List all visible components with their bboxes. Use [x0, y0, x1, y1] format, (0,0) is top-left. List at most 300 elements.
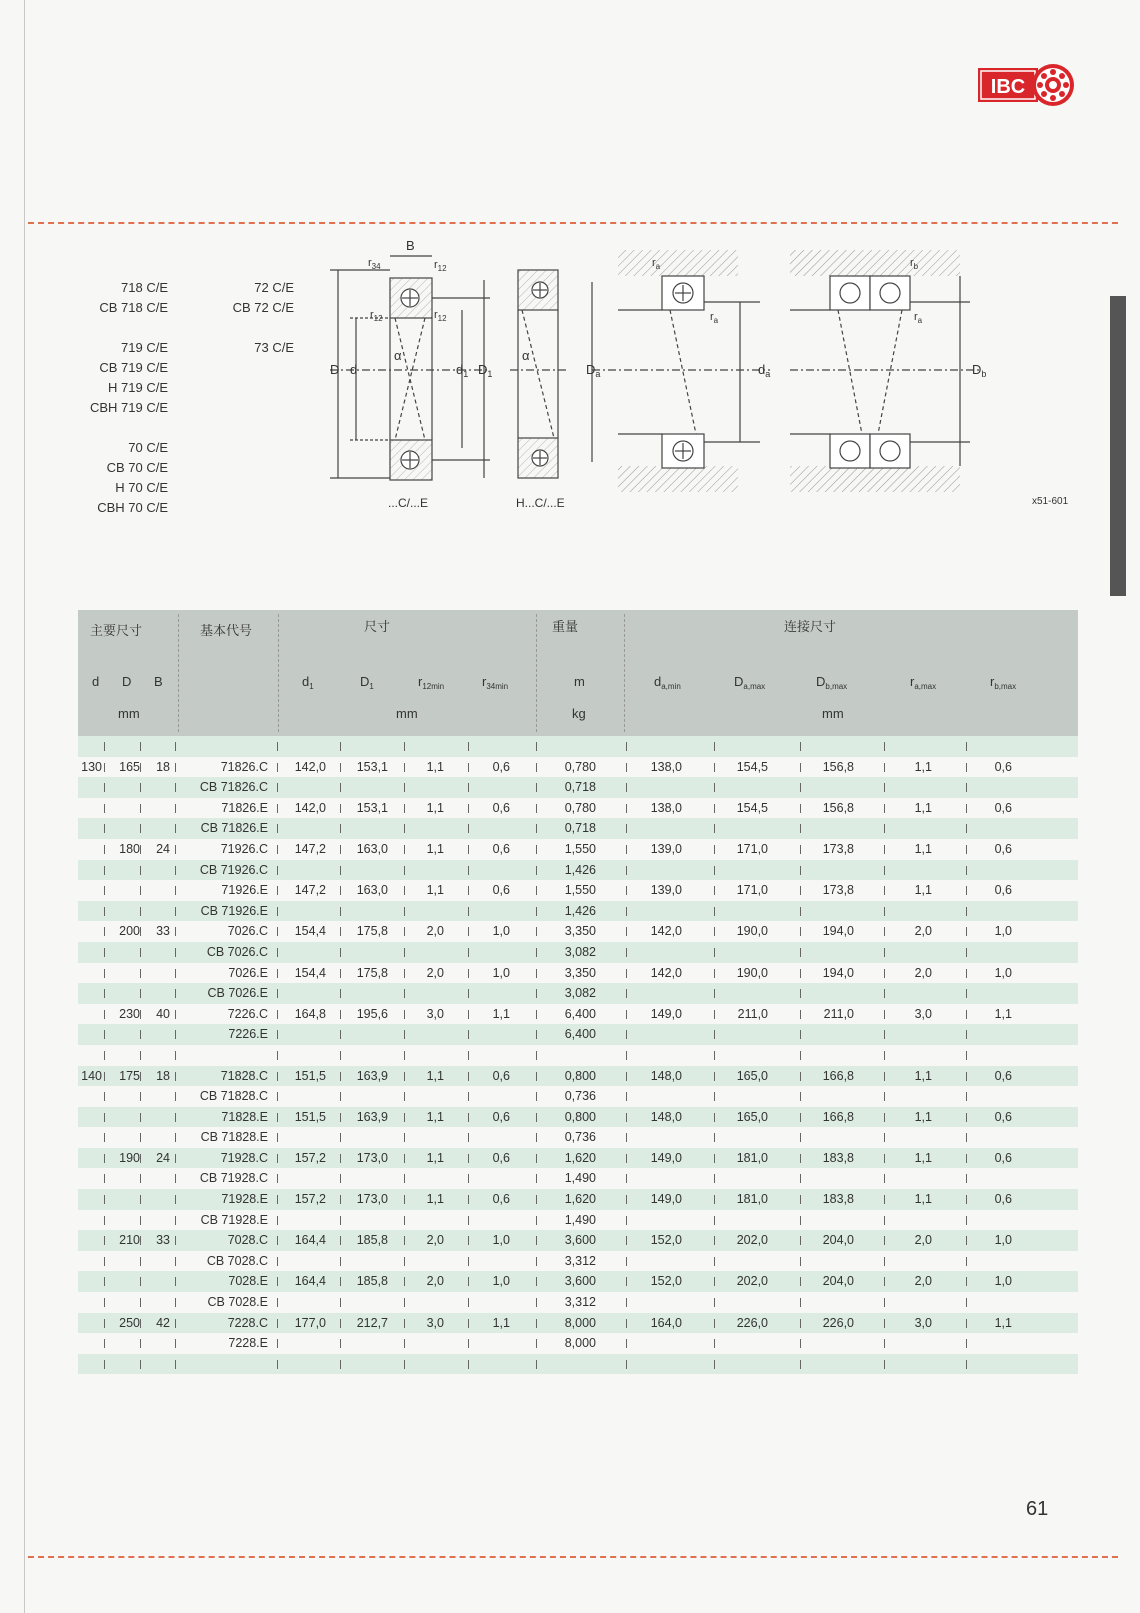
label-d: d — [350, 362, 358, 377]
column-tick — [277, 907, 278, 916]
table-cell: 200 — [119, 924, 140, 939]
column-tick — [884, 845, 885, 854]
table-cell: 0,6 — [994, 841, 1012, 856]
table-cell: 164,4 — [294, 1274, 326, 1289]
column-tick — [884, 804, 885, 813]
column-tick — [104, 1174, 105, 1183]
column-tick — [714, 989, 715, 998]
column-tick — [800, 1154, 801, 1163]
column-tick — [468, 1298, 469, 1307]
column-tick — [966, 1092, 967, 1101]
column-tick — [104, 804, 105, 813]
table-cell: 1,1 — [914, 800, 932, 815]
column-tick — [800, 1072, 801, 1081]
table-cell: 0,6 — [994, 1068, 1012, 1083]
column-tick — [714, 927, 715, 936]
label-da: d — [758, 362, 766, 377]
table-cell: 190,0 — [736, 924, 768, 939]
table-row — [78, 1127, 1078, 1148]
column-tick — [468, 845, 469, 854]
label-Db-sub: b — [981, 369, 987, 379]
column-tick — [626, 1154, 627, 1163]
column-tick — [800, 804, 801, 813]
header-Db: $D_{b,max}$ — [816, 674, 848, 691]
table-row — [78, 757, 1078, 778]
column-tick — [104, 1298, 105, 1307]
column-tick — [175, 927, 176, 936]
table-row — [78, 983, 1078, 1004]
column-tick — [800, 1174, 801, 1183]
column-tick — [966, 1072, 967, 1081]
column-tick — [626, 845, 627, 854]
series-list-right — [204, 278, 294, 358]
column-tick — [140, 824, 141, 833]
table-cell: 183,8 — [822, 1192, 854, 1207]
table-cell: 33 — [156, 1233, 170, 1248]
column-tick — [884, 1216, 885, 1225]
table-cell: 1,0 — [994, 1233, 1012, 1248]
column-tick — [884, 1010, 885, 1019]
table-cell: 0,800 — [564, 1068, 596, 1083]
table-cell: 151,5 — [294, 1109, 326, 1124]
table-cell: 149,0 — [650, 1192, 682, 1207]
column-tick — [884, 1339, 885, 1348]
table-row — [78, 1107, 1078, 1128]
table-row — [78, 880, 1078, 901]
table-cell: 0,6 — [492, 800, 510, 815]
column-tick — [884, 907, 885, 916]
column-tick — [175, 886, 176, 895]
column-tick — [104, 969, 105, 978]
table-cell: 173,0 — [356, 1192, 388, 1207]
column-tick — [140, 866, 141, 875]
column-tick — [340, 1030, 341, 1039]
column-tick — [468, 886, 469, 895]
column-tick — [626, 1360, 627, 1369]
column-tick — [104, 1277, 105, 1286]
label-alpha-2: α — [522, 348, 530, 363]
column-tick — [536, 1174, 537, 1183]
column-tick — [800, 1216, 801, 1225]
table-cell: 7028.E — [228, 1274, 268, 1289]
column-tick — [468, 927, 469, 936]
column-tick — [884, 1154, 885, 1163]
table-cell: 1,0 — [492, 1233, 510, 1248]
column-tick — [626, 927, 627, 936]
column-tick — [277, 948, 278, 957]
label-r12-sub: 12 — [437, 264, 447, 273]
column-tick — [175, 1092, 176, 1101]
column-tick — [104, 866, 105, 875]
column-tick — [626, 969, 627, 978]
column-tick — [277, 1257, 278, 1266]
column-tick — [800, 989, 801, 998]
column-tick — [626, 804, 627, 813]
column-tick — [536, 989, 537, 998]
column-tick — [626, 866, 627, 875]
column-tick — [140, 1030, 141, 1039]
table-cell: 1,1 — [426, 883, 444, 898]
table-cell: 1,0 — [994, 1274, 1012, 1289]
bearing-section-drawing — [330, 240, 1070, 530]
column-tick — [800, 1133, 801, 1142]
column-tick — [468, 1174, 469, 1183]
label-ra-2-sub: a — [713, 316, 719, 325]
column-tick — [800, 1339, 801, 1348]
column-tick — [404, 783, 405, 792]
column-tick — [626, 1195, 627, 1204]
series-item — [74, 418, 168, 438]
label-alpha: α — [394, 348, 402, 363]
column-tick — [404, 1257, 405, 1266]
table-cell: 211,0 — [823, 1006, 854, 1021]
column-tick — [536, 1298, 537, 1307]
column-tick — [140, 948, 141, 957]
table-cell: 1,1 — [426, 1109, 444, 1124]
column-tick — [966, 742, 967, 751]
series-item — [204, 318, 294, 338]
column-tick — [884, 886, 885, 895]
table-cell: 0,718 — [564, 780, 596, 795]
table-row — [78, 1333, 1078, 1354]
column-tick — [626, 1319, 627, 1328]
column-tick — [626, 1133, 627, 1142]
column-tick — [966, 927, 967, 936]
column-tick — [140, 1092, 141, 1101]
caption-h-c-e: H...C/...E — [516, 496, 565, 510]
table-cell: 164,0 — [650, 1315, 682, 1330]
column-tick — [800, 927, 801, 936]
column-tick — [277, 1339, 278, 1348]
column-tick — [104, 1195, 105, 1204]
table-cell: 177,0 — [294, 1315, 326, 1330]
table-row — [78, 1024, 1078, 1045]
table-cell: 0,6 — [492, 1109, 510, 1124]
column-tick — [714, 948, 715, 957]
page-number: 61 — [1026, 1498, 1049, 1520]
table-cell: 1,0 — [994, 924, 1012, 939]
column-tick — [340, 1133, 341, 1142]
column-tick — [468, 1113, 469, 1122]
table-cell: 1,1 — [914, 1068, 932, 1083]
table-cell: 2,0 — [426, 965, 444, 980]
label-d1: d — [456, 362, 464, 377]
label-D: D — [330, 362, 340, 377]
column-tick — [800, 886, 801, 895]
table-cell: 1,1 — [914, 883, 932, 898]
column-tick — [884, 742, 885, 751]
table-cell: 7026.E — [228, 965, 268, 980]
table-cell: 0,6 — [492, 759, 510, 774]
column-tick — [966, 948, 967, 957]
table-cell: 71828.E — [221, 1109, 268, 1124]
table-cell: 139,0 — [650, 841, 682, 856]
table-cell: CB 71928.C — [199, 1171, 268, 1186]
column-tick — [277, 1051, 278, 1060]
column-tick — [536, 1133, 537, 1142]
table-cell: 0,6 — [994, 800, 1012, 815]
table-row — [78, 777, 1078, 798]
column-tick — [175, 783, 176, 792]
table-cell: 149,0 — [650, 1006, 682, 1021]
table-cell: 0,6 — [492, 883, 510, 898]
table-cell: 0,6 — [994, 1192, 1012, 1207]
column-tick — [340, 1216, 341, 1225]
table-row — [78, 921, 1078, 942]
table-cell: 0,6 — [492, 1068, 510, 1083]
column-tick — [714, 1133, 715, 1142]
series-item — [74, 318, 168, 338]
column-tick — [800, 1298, 801, 1307]
header-ra: $r_{a,max}$ — [910, 674, 937, 691]
column-tick — [884, 989, 885, 998]
table-cell: 3,082 — [564, 986, 596, 1001]
column-tick — [966, 1257, 967, 1266]
column-tick — [884, 866, 885, 875]
table-row — [78, 1210, 1078, 1231]
table-cell: 1,1 — [426, 800, 444, 815]
column-tick — [714, 1277, 715, 1286]
column-tick — [340, 1092, 341, 1101]
table-cell: 1,1 — [914, 1109, 932, 1124]
table-cell: CB 71828.C — [199, 1089, 268, 1104]
column-tick — [404, 989, 405, 998]
column-tick — [536, 1113, 537, 1122]
column-tick — [884, 1298, 885, 1307]
table-row — [78, 1004, 1078, 1025]
column-tick — [536, 886, 537, 895]
column-tick — [175, 1072, 176, 1081]
column-tick — [966, 1030, 967, 1039]
column-tick — [966, 1113, 967, 1122]
header-dims: 尺寸 — [364, 619, 391, 634]
column-tick — [536, 1360, 537, 1369]
column-tick — [340, 1360, 341, 1369]
table-cell: 0,800 — [564, 1109, 596, 1124]
column-tick — [714, 1113, 715, 1122]
column-tick — [966, 804, 967, 813]
column-tick — [468, 907, 469, 916]
table-cell: 140 — [81, 1068, 102, 1083]
column-tick — [104, 1030, 105, 1039]
column-tick — [626, 886, 627, 895]
column-tick — [140, 1051, 141, 1060]
table-cell: 0,6 — [492, 841, 510, 856]
column-tick — [800, 969, 801, 978]
table-cell: 212,7 — [356, 1315, 388, 1330]
table-cell: 71928.E — [221, 1192, 268, 1207]
table-cell: 154,4 — [294, 924, 326, 939]
column-tick — [966, 1133, 967, 1142]
column-tick — [468, 1154, 469, 1163]
column-tick — [404, 1216, 405, 1225]
table-cell: 1,1 — [426, 1150, 444, 1165]
column-tick — [884, 1236, 885, 1245]
column-tick — [468, 1339, 469, 1348]
column-tick — [884, 1360, 885, 1369]
column-tick — [536, 742, 537, 751]
table-cell: 181,0 — [736, 1192, 768, 1207]
column-tick — [277, 1092, 278, 1101]
label-ra-sub: a — [655, 262, 661, 271]
column-tick — [536, 1319, 537, 1328]
header-conn-dims: 连接尺寸 — [784, 619, 837, 634]
column-tick — [175, 1236, 176, 1245]
column-tick — [714, 1154, 715, 1163]
table-cell: 0,6 — [994, 1150, 1012, 1165]
column-tick — [966, 1236, 967, 1245]
column-tick — [536, 845, 537, 854]
table-cell: 3,312 — [564, 1295, 596, 1310]
column-tick — [104, 886, 105, 895]
column-tick — [536, 907, 537, 916]
column-tick — [140, 1133, 141, 1142]
column-tick — [175, 763, 176, 772]
column-tick — [404, 742, 405, 751]
table-cell: 3,350 — [564, 924, 596, 939]
column-tick — [340, 824, 341, 833]
series-item: 70 C/E — [128, 440, 168, 455]
column-tick — [800, 907, 801, 916]
svg-text:Da — [586, 362, 600, 379]
table-row — [78, 1066, 1078, 1087]
column-tick — [340, 948, 341, 957]
table-cell: 152,0 — [650, 1274, 682, 1289]
column-tick — [714, 1092, 715, 1101]
column-tick — [175, 1113, 176, 1122]
table-cell: 0,6 — [492, 1192, 510, 1207]
table-cell: 226,0 — [822, 1315, 854, 1330]
table-row — [78, 1251, 1078, 1272]
column-tick — [626, 1174, 627, 1183]
column-tick — [175, 1277, 176, 1286]
column-tick — [175, 1154, 176, 1163]
section-tab-bar — [1110, 296, 1126, 596]
table-cell: 1,1 — [426, 1068, 444, 1083]
table-cell: 148,0 — [650, 1109, 682, 1124]
table-cell: 230 — [119, 1006, 140, 1021]
label-B: B — [406, 240, 415, 253]
table-cell: 139,0 — [650, 883, 682, 898]
column-tick — [714, 804, 715, 813]
table-cell: 138,0 — [650, 800, 682, 815]
table-row — [78, 1045, 1078, 1066]
label-ra-3-sub: a — [917, 316, 923, 325]
column-tick — [626, 1339, 627, 1348]
header-main-dims: 主要尺寸 — [90, 623, 143, 638]
column-tick — [468, 763, 469, 772]
column-tick — [468, 1092, 469, 1101]
table-cell: 226,0 — [736, 1315, 768, 1330]
column-tick — [966, 1360, 967, 1369]
column-tick — [800, 1113, 801, 1122]
header-D: D — [122, 674, 132, 689]
column-tick — [140, 989, 141, 998]
column-tick — [104, 1216, 105, 1225]
column-tick — [175, 1133, 176, 1142]
svg-text:d1 — [456, 362, 468, 379]
column-tick — [714, 1360, 715, 1369]
column-tick — [468, 824, 469, 833]
table-cell: 8,000 — [564, 1336, 596, 1351]
table-cell: 1,1 — [994, 1006, 1012, 1021]
table-cell: 2,0 — [426, 924, 444, 939]
column-tick — [468, 866, 469, 875]
column-tick — [884, 763, 885, 772]
table-cell: 71926.E — [221, 883, 268, 898]
series-item: CB 719 C/E — [99, 360, 168, 375]
column-tick — [626, 907, 627, 916]
column-tick — [714, 1236, 715, 1245]
column-tick — [468, 1216, 469, 1225]
table-cell: 171,0 — [736, 883, 768, 898]
header-d: d — [92, 674, 100, 689]
table-cell: 6,400 — [564, 1027, 596, 1042]
table-cell: 7226.E — [228, 1027, 268, 1042]
column-tick — [714, 886, 715, 895]
svg-text:da — [758, 362, 770, 379]
unit-mm-dims: mm — [396, 706, 418, 721]
column-tick — [714, 1030, 715, 1039]
column-tick — [714, 763, 715, 772]
column-tick — [966, 1277, 967, 1286]
table-cell: 3,0 — [426, 1006, 444, 1021]
svg-text:r12 — [370, 309, 383, 323]
label-ra: r — [652, 257, 656, 269]
column-tick — [404, 1360, 405, 1369]
header-D1: $D_1$ — [360, 674, 374, 691]
column-tick — [714, 866, 715, 875]
table-cell: 157,2 — [294, 1192, 326, 1207]
column-tick — [277, 1174, 278, 1183]
table-cell: 204,0 — [822, 1274, 854, 1289]
label-r12-inner-2: r — [434, 309, 438, 321]
column-tick — [626, 783, 627, 792]
column-tick — [175, 1216, 176, 1225]
table-cell: 2,0 — [426, 1274, 444, 1289]
table-cell: CB 7026.E — [207, 986, 268, 1001]
table-cell: 3,0 — [914, 1006, 932, 1021]
column-tick — [340, 1174, 341, 1183]
column-tick — [140, 1174, 141, 1183]
column-tick — [800, 1360, 801, 1369]
column-tick — [966, 969, 967, 978]
table-cell: 130 — [81, 759, 102, 774]
drawing-code: x51-601 — [1032, 496, 1069, 507]
column-tick — [404, 948, 405, 957]
left-margin-line — [24, 0, 25, 1613]
table-cell: CB 71926.C — [199, 862, 268, 877]
column-tick — [884, 824, 885, 833]
column-tick — [340, 783, 341, 792]
column-tick — [884, 1174, 885, 1183]
table-cell: 250 — [119, 1315, 140, 1330]
column-tick — [140, 969, 141, 978]
table-cell: 153,1 — [356, 800, 388, 815]
table-cell: 1,1 — [426, 841, 444, 856]
column-tick — [277, 866, 278, 875]
column-tick — [966, 1195, 967, 1204]
header-weight: 重量 — [552, 619, 579, 634]
column-tick — [626, 948, 627, 957]
table-cell: 175,8 — [356, 965, 388, 980]
table-cell: 1,426 — [564, 903, 596, 918]
table-cell: 1,1 — [914, 841, 932, 856]
table-cell: CB 7028.E — [207, 1295, 268, 1310]
column-tick — [966, 763, 967, 772]
column-tick — [340, 1257, 341, 1266]
header-B: B — [154, 674, 163, 689]
